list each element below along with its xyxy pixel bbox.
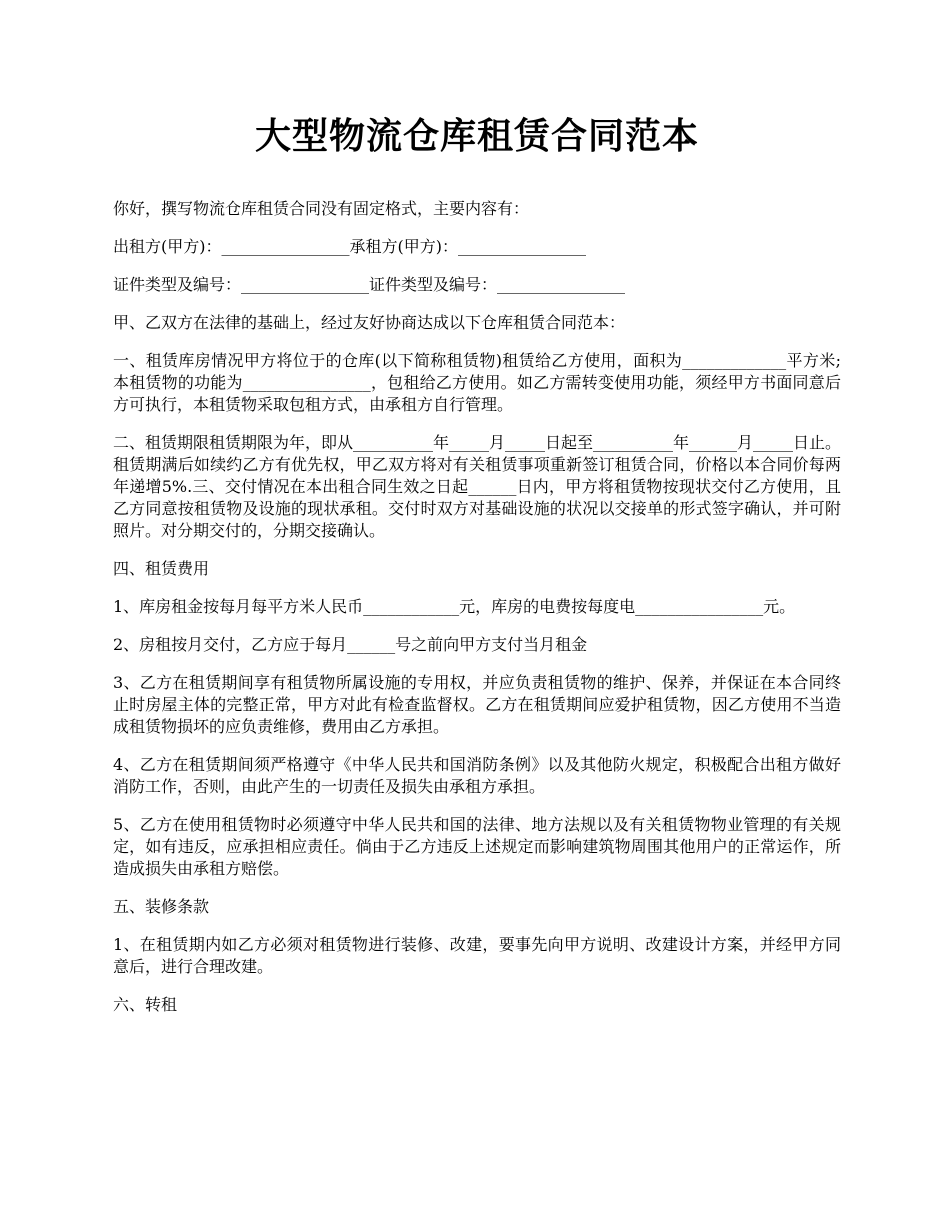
paragraph-intro: 你好，撰写物流仓库租赁合同没有固定格式，主要内容有： bbox=[113, 199, 530, 218]
heading-section-5: 五、装修条款 bbox=[113, 897, 210, 916]
paragraph-4-2: 2、房租按月交付，乙方应于每月______号之前向甲方支付当月租金 bbox=[113, 635, 588, 654]
paragraph-lessor-lessee: 出租方(甲方)：________________承租方(甲方)：________________ bbox=[113, 237, 586, 256]
paragraph-id-numbers: 证件类型及编号：________________证件类型及编号：________________ bbox=[113, 275, 626, 294]
paragraph-section-2-3: 二、租赁期限租赁期限为年，即从__________年_____月_____日起至__________年______月_____日止。租赁期满后如续约乙方有优先权，甲乙双方将对有关租赁事项重新签订租赁合同，价格以本合同价每两年递增5%.三、交付情况在本出租合同生效之日起______日内，甲方将租赁物按现状交付乙方使用，且乙方同意按租赁物及设施的现状承租。交付时双方对基础设施的状况以交接单的形式签字确认，并可附照片。对分期交付的，分期交接确认。 bbox=[113, 433, 842, 540]
paragraph-5-1: 1、在租赁期内如乙方必须对租赁物进行装修、改建，要事先向甲方说明、改建设计方案，并经甲方同意后，进行合理改建。 bbox=[113, 935, 841, 976]
paragraph-4-4: 4、乙方在租赁期间须严格遵守《中华人民共和国消防条例》以及其他防火规定，积极配合出租方做好消防工作，否则，由此产生的一切责任及损失由承租方承担。 bbox=[113, 755, 841, 796]
paragraph-4-3: 3、乙方在租赁期间享有租赁物所属设施的专用权，并应负责租赁物的维护、保养，并保证在本合同终止时房屋主体的完整正常，甲方对此有检查监督权。乙方在租赁期间应爱护租赁物，因乙方使用不当造成租赁物损坏的应负责维修，费用由乙方承担。 bbox=[113, 673, 841, 736]
heading-section-6: 六、转租 bbox=[113, 995, 178, 1014]
paragraph-section-1: 一、租赁库房情况甲方将位于的仓库(以下简称租赁物)租赁给乙方使用，面积为_____________平方米;本租赁物的功能为________________，包租给乙方使用。如乙方需转变使用功能，须经甲方书面同意后方可执行，本租赁物采取包租方式，由承租方自行管理。 bbox=[113, 351, 841, 414]
paragraph-4-5: 5、乙方在使用租赁物时必须遵守中华人民共和国的法律、地方法规以及有关租赁物物业管理的有关规定，如有违反，应承担相应责任。倘由于乙方违反上述规定而影响建筑物周围其他用户的正常运作，所造成损失由承租方赔偿。 bbox=[113, 815, 841, 878]
heading-section-4: 四、租赁费用 bbox=[113, 559, 210, 578]
paragraph-4-1: 1、库房租金按每月每平方米人民币____________元，库房的电费按每度电________________元。 bbox=[113, 597, 796, 616]
document-title: 大型物流仓库租赁合同范本 bbox=[254, 115, 699, 157]
document-page bbox=[113, 112, 841, 1032]
paragraph-agreement: 甲、乙双方在法律的基础上，经过友好协商达成以下仓库租赁合同范本： bbox=[113, 313, 626, 332]
